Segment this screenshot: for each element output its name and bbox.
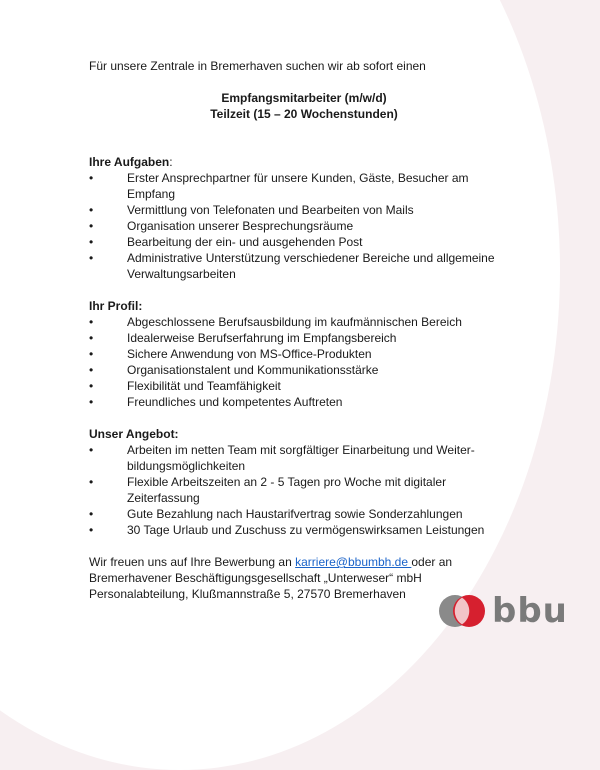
list-item: • Freundliches und kompetentes Auftreten xyxy=(89,394,519,410)
list-item: • 30 Tage Urlaub und Zuschuss zu vermögenswirksamen Leistungen xyxy=(89,522,519,538)
tasks-heading xyxy=(89,154,519,170)
closing-line xyxy=(89,554,519,570)
list-item: • Flexible Arbeitszeiten an 2 - 5 Tagen pro Woche mit digitaler Zeiterfassung xyxy=(89,474,519,506)
list-item: • Gute Bezahlung nach Haustarifvertrag sowie Sonderzahlungen xyxy=(89,506,519,522)
closing-text: Wir freuen uns auf Ihre Bewerbung an xyxy=(89,555,296,569)
company-address: Personalabteilung, Klußmannstraße 5, 27570 Bremerhaven xyxy=(89,587,406,601)
logo-text: bbu xyxy=(492,591,568,631)
offer-title: Unser Angebot: xyxy=(89,427,179,441)
list-item: • Arbeiten im netten Team mit sorgfältiger Einarbeitung und Weiter-bildungsmöglichkeiten xyxy=(89,442,519,474)
profile-title: Ihr Profil: xyxy=(89,299,143,313)
job-hours: Teilzeit (15 – 20 Wochenstunden) xyxy=(210,107,398,121)
tasks-title: Ihre Aufgaben xyxy=(89,155,170,169)
bbu-logo xyxy=(438,591,568,631)
list-item: • Erster Ansprechpartner für unsere Kunden, Gäste, Besucher am Empfang xyxy=(89,170,519,202)
bbu-logo-circles-icon xyxy=(438,594,486,628)
list-item: • Sichere Anwendung von MS-Office-Produkten xyxy=(89,346,519,362)
company-name: Bremerhavener Beschäftigungsgesellschaft „Unterweser“ mbH xyxy=(89,571,422,585)
list-item: • Flexibilität und Teamfähigkeit xyxy=(89,378,519,394)
job-title: Empfangsmitarbeiter (m/w/d) xyxy=(221,91,387,105)
email-link[interactable]: karriere@bbumbh.de xyxy=(295,555,412,569)
list-item: • Bearbeitung der ein- und ausgehenden Post xyxy=(89,234,519,250)
tasks-list xyxy=(89,170,519,282)
list-item: • Vermittlung von Telefonaten und Bearbeiten von Mails xyxy=(89,202,519,218)
tasks-title-colon: : xyxy=(169,155,173,169)
offer-list xyxy=(89,442,519,538)
list-item: • Organisationstalent und Kommunikationsstärke xyxy=(89,362,519,378)
list-item: • Administrative Unterstützung verschiedener Bereiche und allgemeine Verwaltungsarbeiten xyxy=(89,250,519,282)
list-item: • Idealerweise Berufserfahrung im Empfangsbereich xyxy=(89,330,519,346)
profile-list xyxy=(89,314,519,410)
list-item: • Organisation unserer Besprechungsräume xyxy=(89,218,519,234)
intro-text: Für unsere Zentrale in Bremerhaven suchen wir ab sofort einen xyxy=(89,59,426,73)
list-item: • Abgeschlossene Berufsausbildung im kaufmännischen Bereich xyxy=(89,314,519,330)
closing-text-after: oder an xyxy=(411,555,453,569)
job-ad xyxy=(89,58,519,602)
